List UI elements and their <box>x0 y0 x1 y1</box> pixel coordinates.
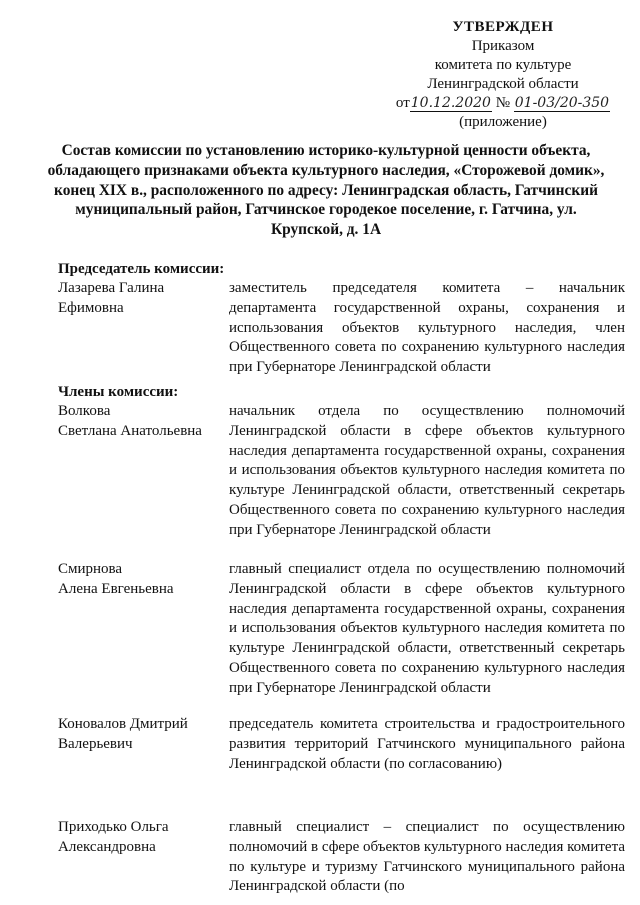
order-date-number <box>368 94 638 113</box>
approval-note: (приложение) <box>459 114 547 130</box>
member-name: Коновалов Дмитрий Валерьевич <box>58 716 188 752</box>
number-prefix: № <box>495 95 510 111</box>
approval-line-3: Ленинградской области <box>427 76 579 92</box>
chair-heading: Председатель комиссии: <box>58 261 225 277</box>
document-title: Состав комиссии по установлению историко-культурной ценности объекта, обладающего признаками объекта культурного наследия, «Сторожевой домик», конец XIX в., расположенного по адресу: Ленинградская область, Гатчинский муниципальный район, Гатчинское городекое поселение, г. Гатчина, ул. Крупской, д. 1А <box>47 142 605 239</box>
member-description: главный специалист отдела по осуществлению полномочий Ленинградской области в сфере объектов культурного наследия департамента государственной охраны, сохранения и использования объектов культурного наследия комитета по культуре Ленинградской области, ответственный секретарь Общественного совета по сохранению культурного наследия при Губернаторе Ленинградской области <box>229 561 625 696</box>
handwritten-order-number: 01-03/20-350 <box>514 95 610 111</box>
member-description: начальник отдела по осуществлению полномочий Ленинградской области в сфере объектов культурного наследия департамента государственной охраны, сохранения и использования объектов культурного наследия комитета по культуре Ленинградской области, ответственный секретарь Общественного совета по сохранению культурного наследия при Губернаторе Ленинградской области <box>229 403 625 538</box>
approval-heading: УТВЕРЖДЕН <box>452 19 554 35</box>
handwritten-date: 10.12.2020 <box>410 95 491 111</box>
approval-line-1: Приказом <box>471 38 535 54</box>
approval-block <box>368 18 638 132</box>
member-description: главный специалист – специалист по осуществлению полномочий в сфере объектов культурного наследия комитета по культуре и туризму Гатчинского муниципального района Ленинградской области (по <box>229 819 625 895</box>
member-description: председатель комитета строительства и градостроительного развития территорий Гатчинского муниципального района Ленинградской области (по согласованию) <box>229 716 625 772</box>
members-heading: Члены комиссии: <box>58 384 179 400</box>
member-name: Волкова Светлана Анатольевна <box>58 403 202 439</box>
member-name: Приходько Ольга Александровна <box>58 819 169 855</box>
member-name: Лазарева Галина Ефимовна <box>58 280 165 316</box>
date-prefix: от <box>395 95 410 111</box>
approval-line-2: комитета по культуре <box>434 57 572 73</box>
member-description: заместитель председателя комитета – начальник департамента государственной охраны, сохранения и использования объектов культурного наследия, член Общественного совета по сохранению культурного наследия при Губернаторе Ленинградской области <box>229 280 625 376</box>
member-name: Смирнова Алена Евгеньевна <box>58 561 174 597</box>
